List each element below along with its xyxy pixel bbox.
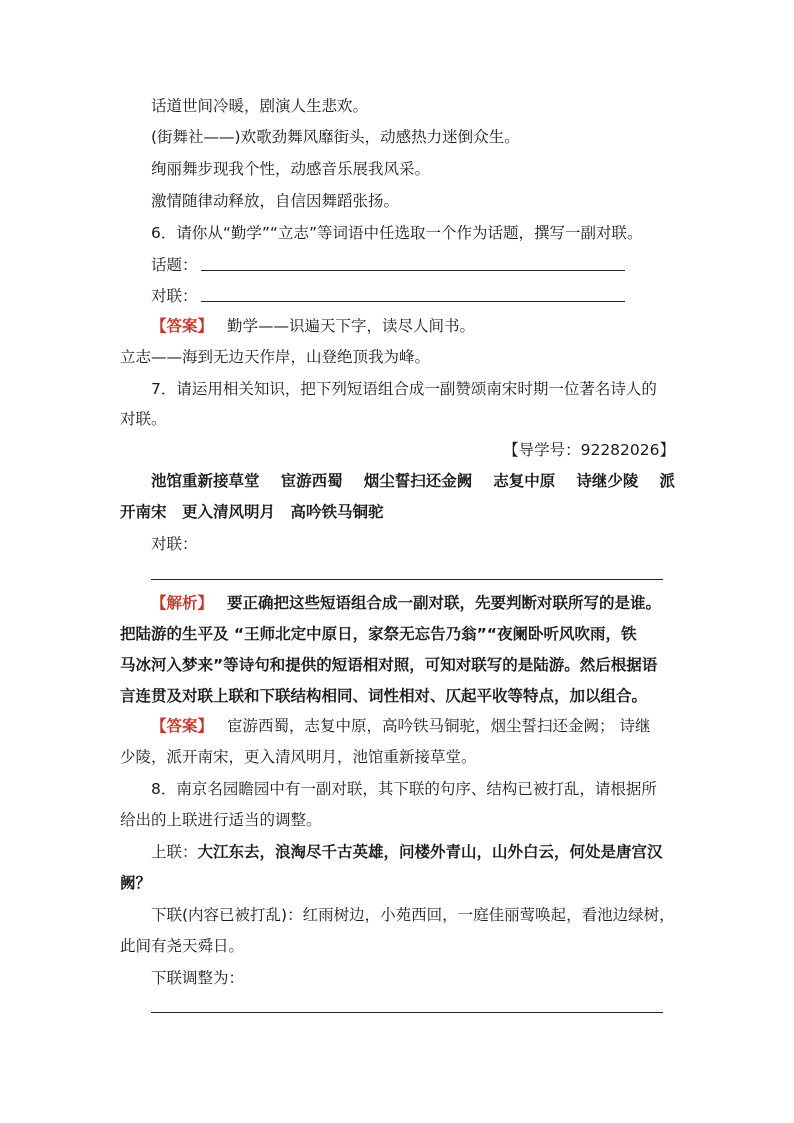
adjust-answer-line [151,1012,663,1013]
answer-tag: 【答案】 [151,717,214,735]
text-line-1: 话道世间冷暖，剧演人生悲欢。 [151,97,369,115]
phrase: 诗继少陵 [576,472,639,490]
guide-number: 【导学号：92282026】 [503,441,675,459]
phrase: 志复中原 [493,472,556,490]
phrase: 派 [659,472,675,490]
analysis-line-4: 言连贯及对联上联和下联结构相同、词性相对、仄起平收等特点，加以组合。 [120,687,648,705]
upper-couplet-line-1 [151,842,663,862]
text-line-3: 绚丽舞步现我个性，动感音乐展我风采。 [151,160,431,178]
answer-7-text: 宦游西蜀，志复中原，高吟铁马铜驼，烟尘誓扫还金阙； 诗继 [227,717,651,735]
phrase: 宦游西蜀 [280,472,343,490]
upper-text: 大江东去，浪淘尽千古英雄，问楼外青山，山外白云，何处是唐宫汉 [197,843,663,861]
upper-couplet-line-2: 阙？ [120,874,152,892]
couplet-label-2: 对联： [151,535,198,553]
adjust-label: 下联调整为： [151,969,245,987]
analysis-tag: 【解析】 [151,594,214,612]
phrase: 池馆重新接草堂 [151,472,260,490]
question-8-line-1: 8．南京名园瞻园中有一副对联，其下联的句序、结构已被打乱，请根据所 [151,780,657,798]
lower-couplet-line-2: 此间有尧天舜日。 [120,937,245,955]
phrases-line-2: 开南宋 更入清风明月 高吟铁马铜驼 [120,503,384,521]
couplet-label: 对联： [151,287,198,305]
phrases-line-1 [151,471,675,491]
couplet-answer-line-2 [151,579,663,580]
answer-6-text: 勤学——识遍天下字，读尽人间书。 [227,317,476,335]
upper-label: 上联： [151,843,198,861]
topic-label: 话题： [151,256,198,274]
answer-tag: 【答案】 [151,317,214,335]
text-line-4: 激情随律动释放，自信因舞蹈张扬。 [151,192,400,210]
topic-answer-line [201,270,625,271]
answer-6-line-1 [151,316,475,336]
question-7-line-2: 对联。 [120,410,167,428]
answer-7-line-2: 少陵，派开南宋，更入清风明月，池馆重新接草堂。 [120,748,477,766]
question-6: 6．请你从“勤学”“立志”等词语中任选取一个作为话题，撰写一副对联。 [151,224,643,242]
analysis-text: 要正确把这些短语组合成一副对联，先要判断对联所写的是谁。 [227,594,662,612]
question-8-line-2: 给出的上联进行适当的调整。 [120,811,322,829]
analysis-line-2: 把陆游的生平及 “王师北定中原日，家祭无忘告乃翁”“夜阑卧听风吹雨，铁 [120,625,637,643]
couplet-answer-line [201,301,625,302]
analysis-line-1 [151,593,661,613]
analysis-line-3: 马冰河入梦来”等诗句和提供的短语相对照，可知对联写的是陆游。然后根据语 [120,656,658,674]
question-7-line-1: 7．请运用相关知识，把下列短语组合成一副赞颂南宋时期一位著名诗人的 [151,380,657,398]
text-line-2: (街舞社——)欢歌劲舞风靡街头，动感热力迷倒众生。 [151,128,520,146]
answer-6-line-2: 立志——海到无边天作岸，山登绝顶我为峰。 [120,348,431,366]
lower-couplet-line-1: 下联(内容已被打乱)：红雨树边，小苑西回，一庭佳丽莺唤起，看池边绿树， [151,906,675,924]
phrase: 烟尘誓扫还金阙 [363,472,473,490]
answer-7-line-1 [151,716,650,736]
